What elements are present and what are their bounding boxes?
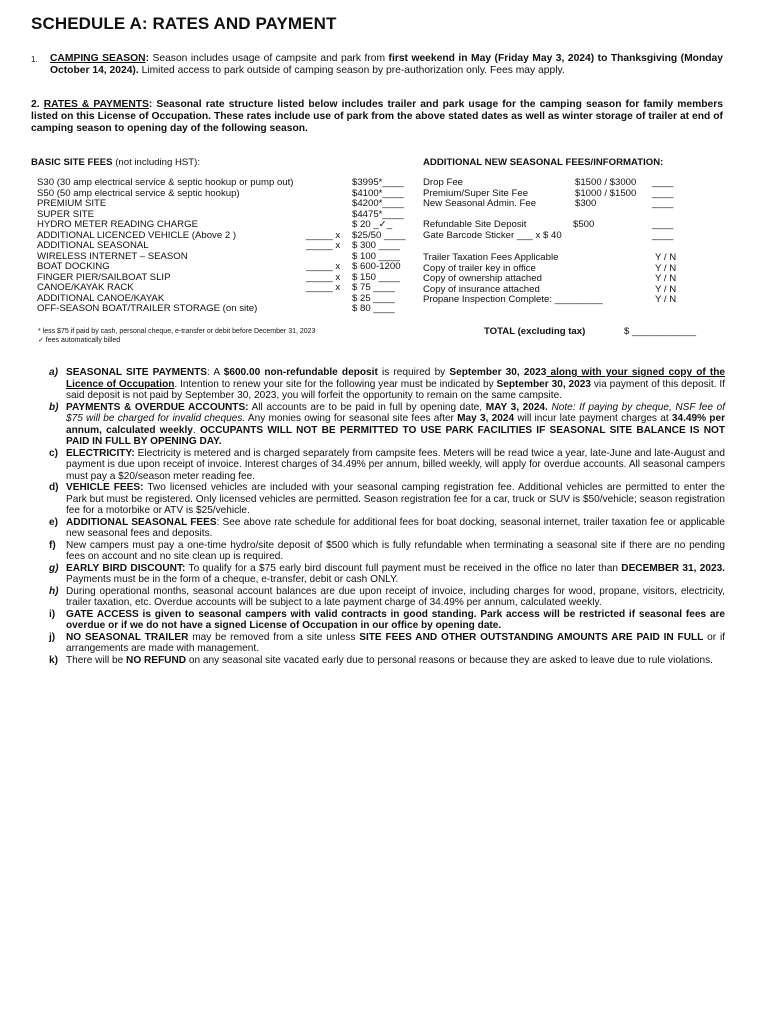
section-text: Season includes usage of campsite and park from: [149, 53, 389, 64]
additional-fee-label: Propane Inspection Complete: _________: [423, 294, 603, 305]
item-heading: VEHICLE FEES:: [66, 482, 144, 493]
item-text: To qualify for a $75 early bird discount full payment must be received in the office no later than: [185, 562, 622, 574]
item-text: New campers must pay a one-time hydro/site deposit of $500 which is fully refundable when terminating a seasonal site if there are no pending fees on account and no site clean up is required.: [66, 539, 725, 562]
item-bold: MAY 3, 2024.: [485, 401, 548, 413]
additional-fee-label: Copy of ownership attached: [423, 273, 542, 284]
basic-fee-price[interactable]: $ 25 ____: [352, 292, 395, 304]
additional-fee-label: New Seasonal Admin. Fee: [423, 198, 537, 209]
basic-fees-note: (not including HST):: [112, 157, 201, 168]
list-item: [31, 540, 725, 563]
item-bold: September 30, 2023: [449, 367, 547, 378]
section-text: Limited access to park outside of camping season by pre-authorization only. Fees may apply.: [138, 65, 565, 76]
item-label: a): [49, 367, 58, 378]
item-label: i): [49, 608, 56, 620]
basic-fee-label: ADDITIONAL LICENCED VEHICLE (Above 2 ): [37, 229, 237, 241]
item-heading: PAYMENTS & OVERDUE ACCOUNTS:: [66, 401, 249, 413]
total-value[interactable]: $ ____________: [624, 326, 697, 337]
basic-fee-price[interactable]: $4475*____: [352, 208, 404, 220]
section-rates-payments: [31, 99, 723, 135]
item-bold: GATE ACCESS is given to seasonal campers with valid contracts in good standing. Park access will be restricted if seasonal fees are overdue or if we do not have a signed License of Occupation in our office by opening date.: [66, 608, 725, 631]
additional-fee-entry[interactable]: ____: [652, 187, 674, 199]
section-bold-text: first weekend in May (Friday May 3, 2024) to Thanksgiving (Monday October 14, 2024).: [50, 53, 723, 76]
additional-fee-label: Copy of insurance attached: [423, 283, 540, 295]
footnote-discount: * less $75 if paid by cash, personal cheque, e-transfer or debit before December 31, 2023: [38, 328, 316, 335]
item-text: or if arrangements are made with management.: [66, 631, 725, 654]
item-heading: ADDITIONAL SEASONAL FEES: [66, 516, 217, 528]
item-heading: ELECTRICITY:: [66, 447, 135, 459]
additional-fees-header: ADDITIONAL NEW SEASONAL FEES/INFORMATION:: [423, 157, 664, 168]
item-heading: NO SEASONAL TRAILER: [66, 631, 189, 643]
item-bold: $600.00 non-refundable deposit: [223, 367, 378, 378]
heading-colon: :: [145, 53, 150, 64]
list-item: [31, 402, 725, 448]
basic-fee-label: ADDITIONAL CANOE/KAYAK: [37, 292, 165, 304]
item-text: Two licensed vehicles are included with your seasonal camping registration fee. Additional vehicles are permitted to enter the Park but must be registered. Only licensed vehicles are permitted. Season registration fee for a car, truck or SUV is $50/vehicle; season registration fee for a motorbike or ATV is $25/vehicle.: [66, 482, 725, 516]
total-label: TOTAL (excluding tax): [484, 326, 586, 337]
basic-fee-price[interactable]: $ 80 ____: [352, 303, 395, 314]
basic-fee-price[interactable]: $3995*____: [352, 177, 404, 188]
additional-fee-label: Trailer Taxation Fees Applicable: [423, 252, 559, 263]
item-label: j): [49, 631, 56, 643]
list-item: [31, 586, 725, 609]
basic-fee-label: PREMIUM SITE: [37, 198, 107, 209]
list-item: [31, 655, 725, 667]
basic-fee-label: OFF-SEASON BOAT/TRAILER STORAGE (on site): [37, 303, 258, 314]
additional-fee-entry[interactable]: Y / N: [655, 294, 677, 305]
list-item: [31, 632, 725, 655]
item-label: g): [49, 562, 59, 574]
additional-fee-value: $1000 / $1500: [575, 187, 637, 199]
item-italic: Note: If paying by cheque, NSF fee of $75 will be charged for invalid cheques.: [66, 401, 726, 424]
terms-list: [31, 367, 725, 666]
item-label: d): [49, 482, 59, 493]
item-bold: May 3, 2024: [457, 413, 515, 424]
additional-fee-entry[interactable]: Y / N: [655, 252, 677, 263]
additional-fee-entry[interactable]: Y / N: [655, 273, 677, 284]
item-label: e): [49, 516, 58, 528]
item-label: b): [49, 401, 59, 413]
list-item: [31, 609, 725, 632]
basic-fee-price[interactable]: $ 20 _✓_: [352, 219, 393, 230]
item-text: Electricity is metered and is charged separately from campsite fees. Meters will be read twice a year, late-June and late-August and payment is due upon receipt of invoice. Interest charges of 34.49% per annum, billed weekly, will apply for overdue accounts. All seasonal campers must pay a $20/season meter reading fee.: [66, 447, 725, 482]
list-item: [31, 482, 725, 517]
additional-fee-entry[interactable]: ____: [652, 177, 674, 188]
section-heading: CAMPING SEASON: [50, 53, 146, 64]
list-item: [31, 517, 725, 540]
basic-fee-price[interactable]: $ 100 ____: [352, 250, 401, 262]
item-bold: September 30, 2023: [496, 378, 591, 390]
item-text: may be removed from a site unless: [188, 631, 360, 643]
basic-fee-label: WIRELESS INTERNET – SEASON: [37, 250, 188, 262]
additional-fee-label: Gate Barcode Sticker ___ x $ 40: [423, 229, 562, 241]
additional-fee-label: Copy of trailer key in office: [423, 262, 536, 274]
list-item: [31, 367, 725, 402]
item-text: Any monies owing for seasonal site fees after: [245, 413, 458, 424]
basic-fee-price[interactable]: $ 150 ____: [352, 271, 401, 283]
basic-fee-label: ADDITIONAL SEASONAL: [37, 240, 149, 251]
list-item: [31, 448, 725, 483]
item-text: . Intention to renew your site for the following year must be indicated by: [174, 378, 497, 390]
basic-fee-label: CANOE/KAYAK RACK: [37, 282, 134, 293]
item-bold: OCCUPANTS WILL NOT BE PERMITTED TO USE PARK FACILITIES IF SEASONAL SITE BALANCE IS NOT PAID IN FULL BY OPENING DAY.: [66, 424, 726, 447]
basic-fee-quantity[interactable]: _____ x: [306, 271, 341, 283]
additional-fee-label: Refundable Site Deposit: [423, 219, 527, 230]
item-bold: 34.49% per annum, calculated weekly: [66, 413, 726, 436]
item-label: f): [49, 539, 56, 551]
item-text: : See above rate schedule for additional fees for boat docking, seasonal internet, trailer taxation fee or applicable new seasonal fees and deposits.: [66, 516, 725, 539]
additional-fee-label: Premium/Super Site Fee: [423, 187, 529, 199]
basic-fee-price[interactable]: $4100*____: [352, 187, 404, 199]
additional-fee-value: $300: [575, 198, 597, 209]
basic-fee-label: S50 (50 amp electrical service & septic hookup): [37, 187, 240, 199]
item-text: via payment of this deposit. If said deposit is not paid by September 30, 2023, you will forfeit the opportunity to remain on the same campsite.: [66, 378, 726, 401]
additional-fee-value: $500: [573, 219, 595, 230]
basic-fee-price[interactable]: $ 300 ____: [352, 240, 401, 251]
additional-fee-entry[interactable]: Y / N: [655, 262, 677, 274]
item-heading: SEASONAL SITE PAYMENTS: [66, 367, 208, 378]
item-text: During operational months, seasonal account balances are due upon receipt of invoice, including charges for wood, propane, visitors, electricity, trailer taxation, etc. Overdue accounts will be subject to a late payment charge of 34.49% per annum, calculated weekly.: [66, 585, 725, 608]
item-label: k): [49, 654, 58, 666]
basic-fee-price[interactable]: $ 600-1200: [352, 261, 401, 272]
basic-fee-label: BOAT DOCKING: [37, 261, 110, 272]
item-text: Payments must be in the form of a cheque, e-transfer, debit or cash ONLY.: [66, 574, 399, 585]
basic-fee-label: FINGER PIER/SAILBOAT SLIP: [37, 271, 171, 283]
item-bold: NO REFUND: [126, 654, 187, 666]
item-underline: along with your signed copy of the Licence of Occupation: [66, 367, 726, 390]
additional-fee-value: $1500 / $3000: [575, 177, 637, 188]
section-number: 2.: [31, 99, 40, 110]
item-bold: SITE FEES AND OTHER OUTSTANDING AMOUNTS ARE PAID IN FULL: [359, 631, 704, 643]
basic-fee-quantity[interactable]: _____ x: [306, 229, 341, 241]
item-text: is required by: [377, 367, 450, 378]
basic-fee-quantity[interactable]: _____ x: [306, 261, 341, 272]
list-item: [31, 563, 725, 586]
page-title: SCHEDULE A: RATES AND PAYMENT: [31, 14, 337, 33]
additional-fee-entry[interactable]: ____: [652, 198, 674, 209]
basic-fee-label: S30 (30 amp electrical service & septic hookup or pump out): [37, 177, 294, 188]
section-text: : Seasonal rate structure listed below includes trailer and park usage for the camping season for family members listed on this License of Occupation. These rates include use of park from the above stated dates as well as winter storage of trailer at end of camping season to opening day of the following season.: [31, 99, 723, 134]
section-number: 1.: [31, 55, 38, 64]
item-text: on any seasonal site vacated early due to personal reasons or because they are asked to leave due to rule violations.: [186, 654, 713, 666]
additional-fee-label: Drop Fee: [423, 177, 463, 188]
item-label: h): [49, 585, 59, 597]
basic-fee-label: SUPER SITE: [37, 208, 95, 220]
additional-fee-entry[interactable]: Y / N: [655, 283, 677, 295]
item-text: .: [192, 424, 200, 436]
item-label: c): [49, 447, 58, 459]
section-camping-season: [31, 53, 723, 77]
basic-fee-quantity[interactable]: _____ x: [306, 240, 341, 251]
item-heading: EARLY BIRD DISCOUNT:: [66, 562, 186, 574]
item-text: will incur late payment charges at: [514, 413, 672, 424]
item-bold: DECEMBER 31, 2023.: [621, 562, 725, 574]
basic-fee-price[interactable]: $25/50 ____: [352, 229, 406, 241]
item-text: There will be: [66, 654, 127, 666]
item-text: All accounts are to be paid in full by opening date,: [248, 401, 486, 413]
basic-fee-price[interactable]: $4200*____: [352, 198, 404, 209]
basic-fees-title: BASIC SITE FEES: [31, 157, 113, 168]
basic-fees-header: [31, 157, 200, 168]
section-heading: RATES & PAYMENTS: [43, 99, 149, 110]
additional-fee-entry[interactable]: ____: [652, 229, 674, 241]
footnote-auto-billed: ✓ fees automatically billed: [38, 337, 121, 344]
basic-fee-price[interactable]: $ 75 ____: [352, 282, 395, 293]
basic-fee-label: HYDRO METER READING CHARGE: [37, 219, 198, 230]
item-text: : A: [207, 367, 224, 378]
additional-fee-entry[interactable]: ____: [652, 219, 674, 230]
basic-fee-quantity[interactable]: _____ x: [306, 282, 341, 293]
